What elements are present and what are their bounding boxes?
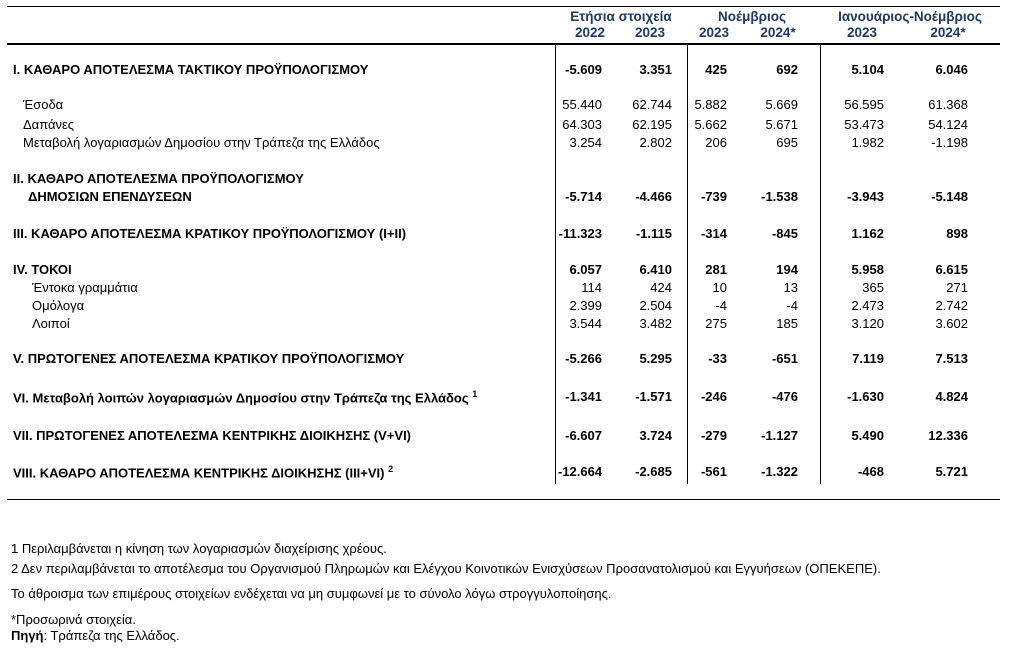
cell: -4.466	[635, 189, 672, 204]
cell: -279	[700, 428, 727, 443]
cell: -476	[771, 389, 798, 404]
cell: -33	[708, 351, 727, 366]
cell: 61.368	[928, 97, 968, 112]
cell: 64.303	[562, 117, 602, 132]
row-label: Μεταβολή λογαριασμών Δημοσίου στην Τράπεζα της Ελλάδος	[23, 135, 380, 150]
row-label-text: VIII. ΚΑΘΑΡΟ ΑΠΟΤΕΛΕΣΜΑ ΚΕΝΤΡΙΚΗΣ ΔΙΟΙΚΗΣΗΣ (III+VI)	[13, 465, 385, 481]
cell: 2.504	[639, 298, 672, 313]
cell: 206	[705, 135, 727, 150]
source-label: Πηγή	[11, 628, 44, 643]
footnote-marker: 2	[388, 464, 394, 474]
cell: -468	[857, 464, 884, 479]
cell: 2.473	[851, 298, 884, 313]
row-label: Έσοδα	[23, 97, 64, 112]
header-year: 2022	[574, 25, 606, 40]
footnote-marker: 1	[472, 389, 478, 399]
cell: 6.057	[569, 262, 602, 277]
cell: -4	[715, 298, 727, 313]
cell: 10	[712, 280, 727, 295]
cell: 56.595	[844, 97, 884, 112]
row-label: IV. ΤΟΚΟΙ	[13, 262, 72, 277]
row-label: Έντοκα γραμμάτια	[32, 280, 138, 295]
cell: 3.482	[639, 316, 672, 331]
row-label: Ομόλογα	[32, 298, 85, 313]
cell: 898	[946, 226, 968, 241]
cell: 5.490	[851, 428, 884, 443]
cell: -5.609	[565, 62, 602, 77]
cell: -1.538	[761, 189, 798, 204]
cell: 54.124	[928, 117, 968, 132]
column-divider	[555, 45, 556, 484]
cell: 695	[776, 135, 798, 150]
cell: 7.119	[852, 351, 884, 366]
row-label: II. ΚΑΘΑΡΟ ΑΠΟΤΕΛΕΣΜΑ ΠΡΟΫΠΟΛΟΓΙΣΜΟΥ	[13, 171, 304, 186]
row-label-continued: ΔΗΜΟΣΙΩΝ ΕΠΕΝΔΥΣΕΩΝ	[28, 189, 192, 204]
header-year: 2023	[698, 25, 730, 40]
row-label: I. ΚΑΘΑΡΟ ΑΠΟΤΕΛΕΣΜΑ ΤΑΚΤΙΚΟΥ ΠΡΟΫΠΟΛΟΓΙΣΜΟΥ	[13, 62, 369, 77]
cell: -1.341	[565, 389, 602, 404]
footnote-1: 1 Περιλαμβάνεται η κίνηση των λογαριασμών διαχείρισης χρέους.	[11, 541, 387, 556]
cell: 3.120	[851, 316, 884, 331]
cell: 5.671	[765, 117, 798, 132]
cell: -1.115	[635, 226, 672, 241]
cell: 3.351	[639, 62, 672, 77]
cell: -5.266	[565, 351, 602, 366]
cell: 5.104	[851, 62, 884, 77]
cell: 281	[705, 262, 727, 277]
header-year: 2024*	[930, 25, 966, 40]
cell: -12.664	[558, 464, 603, 479]
column-divider	[687, 45, 688, 484]
cell: 3.724	[639, 428, 672, 443]
cell: -4	[786, 298, 798, 313]
cell: 1.162	[851, 226, 884, 241]
cell: 5.721	[935, 464, 968, 479]
source-text: : Τράπεζα της Ελλάδος.	[43, 628, 180, 643]
cell: 3.602	[935, 316, 968, 331]
cell: -845	[771, 226, 798, 241]
cell: 55.440	[562, 97, 602, 112]
cell: 185	[776, 316, 798, 331]
cell: -314	[700, 226, 727, 241]
header-annual: Ετήσια στοιχεία	[570, 9, 672, 24]
row-label: Λοιποί	[32, 316, 70, 331]
cell: 424	[650, 280, 672, 295]
header-year: 2024*	[760, 25, 796, 40]
cell: -246	[700, 389, 727, 404]
cell: -1.571	[635, 389, 672, 404]
cell: 5.669	[765, 97, 798, 112]
cell: -1.198	[931, 135, 968, 150]
cell: 62.744	[632, 97, 672, 112]
cell: 3.544	[569, 316, 602, 331]
cell: 6.046	[935, 62, 968, 77]
cell: 5.662	[694, 117, 727, 132]
cell: -561	[700, 464, 727, 479]
header-year: 2023	[634, 25, 666, 40]
cell: 2.742	[935, 298, 968, 313]
cell: -3.943	[847, 189, 884, 204]
column-divider	[820, 45, 821, 484]
header-november: Νοέμβριος	[718, 9, 786, 24]
cell: 62.195	[632, 117, 672, 132]
cell: 692	[776, 62, 798, 77]
footnote-2: 2 Δεν περιλαμβάνεται το αποτέλεσμα του Οργανισμού Πληρωμών και Ελέγχου Κοινοτικών Ενισχύσεων Προσανατολισμού και Εγγυήσεων (ΟΠΕΚΕΠΕ).	[11, 561, 881, 576]
rounding-note: Το άθροισμα των επιμέρους στοιχείων ενδέχεται να μη συμφωνεί με το σύνολο λόγω στρογγυλοποίησης.	[11, 586, 612, 601]
cell: 12.336	[928, 428, 968, 443]
header-year: 2023	[846, 25, 878, 40]
cell: -5.714	[565, 189, 602, 204]
cell: 4.824	[935, 389, 968, 404]
cell: 114	[581, 280, 602, 295]
cell: -1.630	[847, 389, 884, 404]
cell: -11.323	[558, 226, 602, 241]
cell: 7.513	[935, 351, 968, 366]
header-jan-nov: Ιανουάριος-Νοέμβριος	[838, 9, 982, 24]
cell: 365	[862, 280, 884, 295]
row-label	[13, 464, 393, 480]
row-label: III. ΚΑΘΑΡΟ ΑΠΟΤΕΛΕΣΜΑ ΚΡΑΤΙΚΟΥ ΠΡΟΫΠΟΛΟΓΙΣΜΟΥ (I+II)	[13, 226, 407, 241]
cell: -739	[700, 189, 727, 204]
provisional-note: *Προσωρινά στοιχεία.	[11, 612, 136, 627]
cell: 3.254	[569, 135, 602, 150]
table-bottom-rule	[7, 499, 1000, 500]
cell: 6.615	[935, 262, 968, 277]
row-label: Δαπάνες	[23, 117, 75, 132]
cell: -1.127	[761, 428, 798, 443]
cell: 53.473	[844, 117, 884, 132]
cell: -6.607	[565, 428, 602, 443]
cell: 271	[946, 280, 968, 295]
cell: 5.958	[851, 262, 884, 277]
cell: 6.410	[639, 262, 672, 277]
source-note	[11, 628, 180, 643]
row-label-text: VI. Μεταβολή λοιπών λογαριασμών Δημοσίου στην Τράπεζα της Ελλάδος	[13, 390, 469, 406]
header-rule	[7, 43, 1000, 45]
cell: 13	[783, 280, 798, 295]
cell: -651	[771, 351, 798, 366]
row-label: V. ΠΡΩΤΟΓΕΝΕΣ ΑΠΟΤΕΛΕΣΜΑ ΚΡΑΤΙΚΟΥ ΠΡΟΫΠΟΛΟΓΙΣΜΟΥ	[13, 351, 405, 366]
cell: 194	[776, 262, 798, 277]
cell: 2.399	[569, 298, 602, 313]
cell: 5.295	[639, 351, 672, 366]
cell: 425	[705, 62, 727, 77]
cell: -5.148	[931, 189, 968, 204]
cell: -1.322	[761, 464, 798, 479]
cell: 2.802	[639, 135, 672, 150]
row-label	[13, 389, 477, 405]
cell: 275	[705, 316, 727, 331]
cell: -2.685	[635, 464, 672, 479]
row-label: VII. ΠΡΩΤΟΓΕΝΕΣ ΑΠΟΤΕΛΕΣΜΑ ΚΕΝΤΡΙΚΗΣ ΔΙΟΙΚΗΣΗΣ (V+VI)	[13, 428, 412, 443]
top-rule	[7, 6, 1000, 7]
cell: 5.882	[694, 97, 727, 112]
cell: 1.982	[851, 135, 884, 150]
